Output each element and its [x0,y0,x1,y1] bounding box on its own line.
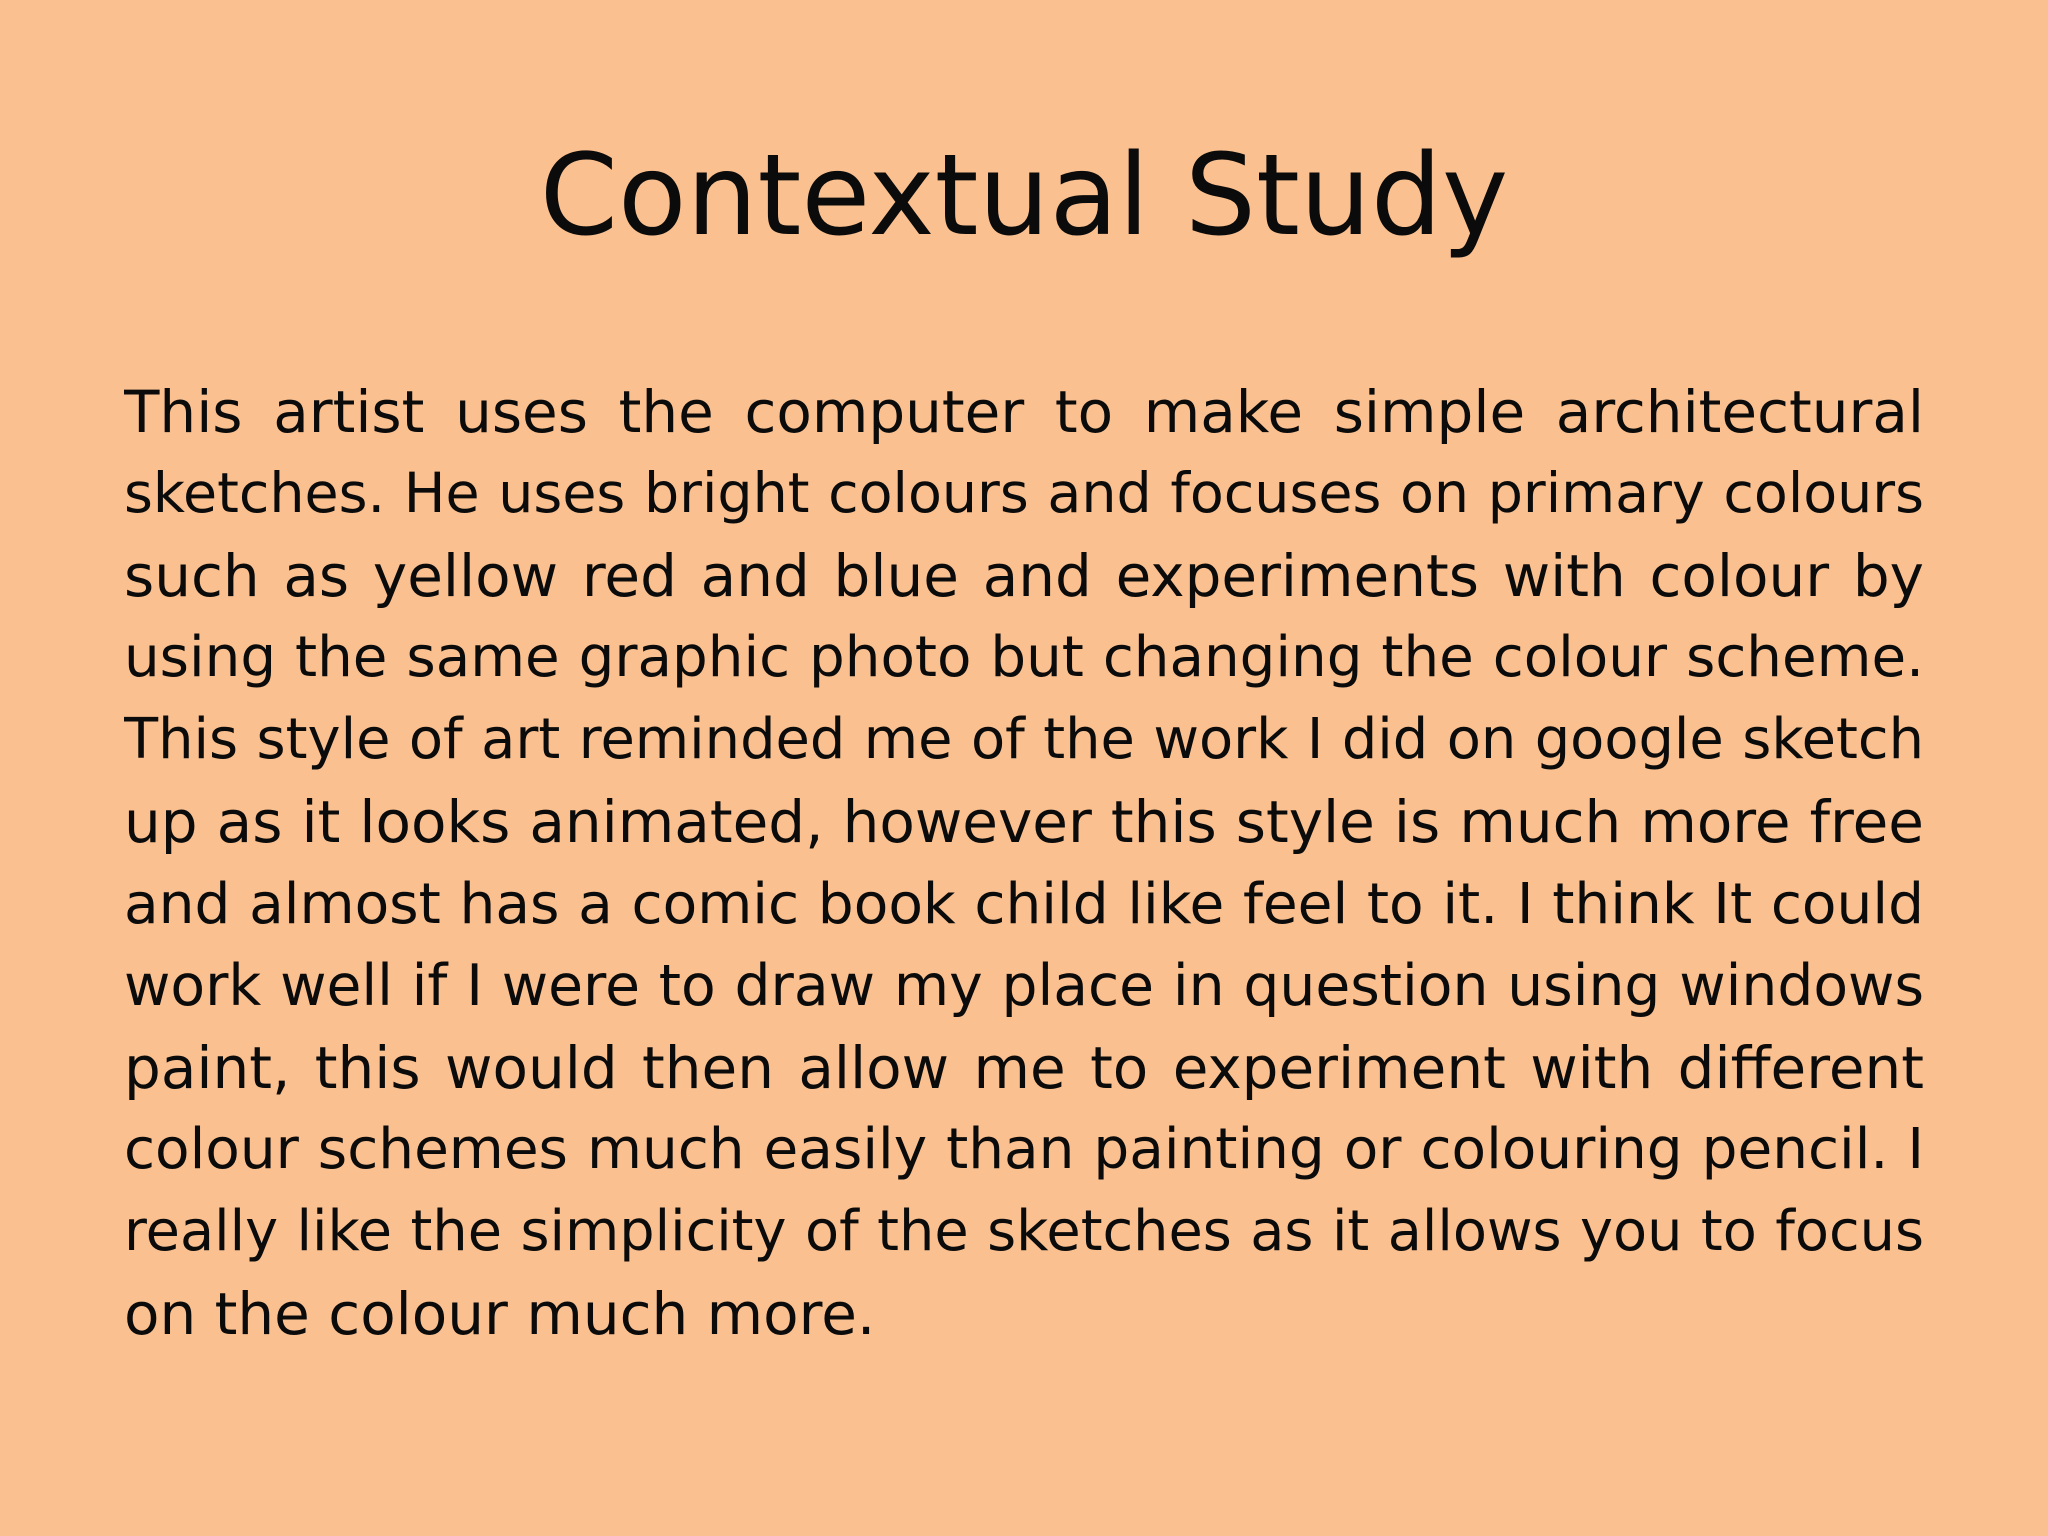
body-line: really like the simplicity of the sketches as it allows you to focus [124,1199,1924,1264]
body-line: up as it looks animated, however this style is much more free [124,788,1924,856]
body-line: colour schemes much easily than painting or colouring pencil. I [124,1117,1924,1182]
body-line: such as yellow red and blue and experiments with colour by [124,542,1924,610]
body-line: paint, this would then allow me to experiment with different [124,1034,1924,1102]
body-line: This style of art reminded me of the work I did on google sketch [124,707,1924,772]
body-line: work well if I were to draw my place in question using windows [124,953,1924,1019]
body-line: using the same graphic photo but changing the colour scheme. [124,625,1924,690]
slide-body-text [124,371,1924,1355]
slide-title: Contextual Study [539,131,1509,261]
body-line: This artist uses the computer to make simple architectural [124,378,1924,446]
body-line: sketches. He uses bright colours and focuses on primary colours [124,462,1924,526]
body-line-last: on the colour much more. [124,1280,876,1348]
body-line: and almost has a comic book child like feel to it. I think It could [124,871,1924,937]
